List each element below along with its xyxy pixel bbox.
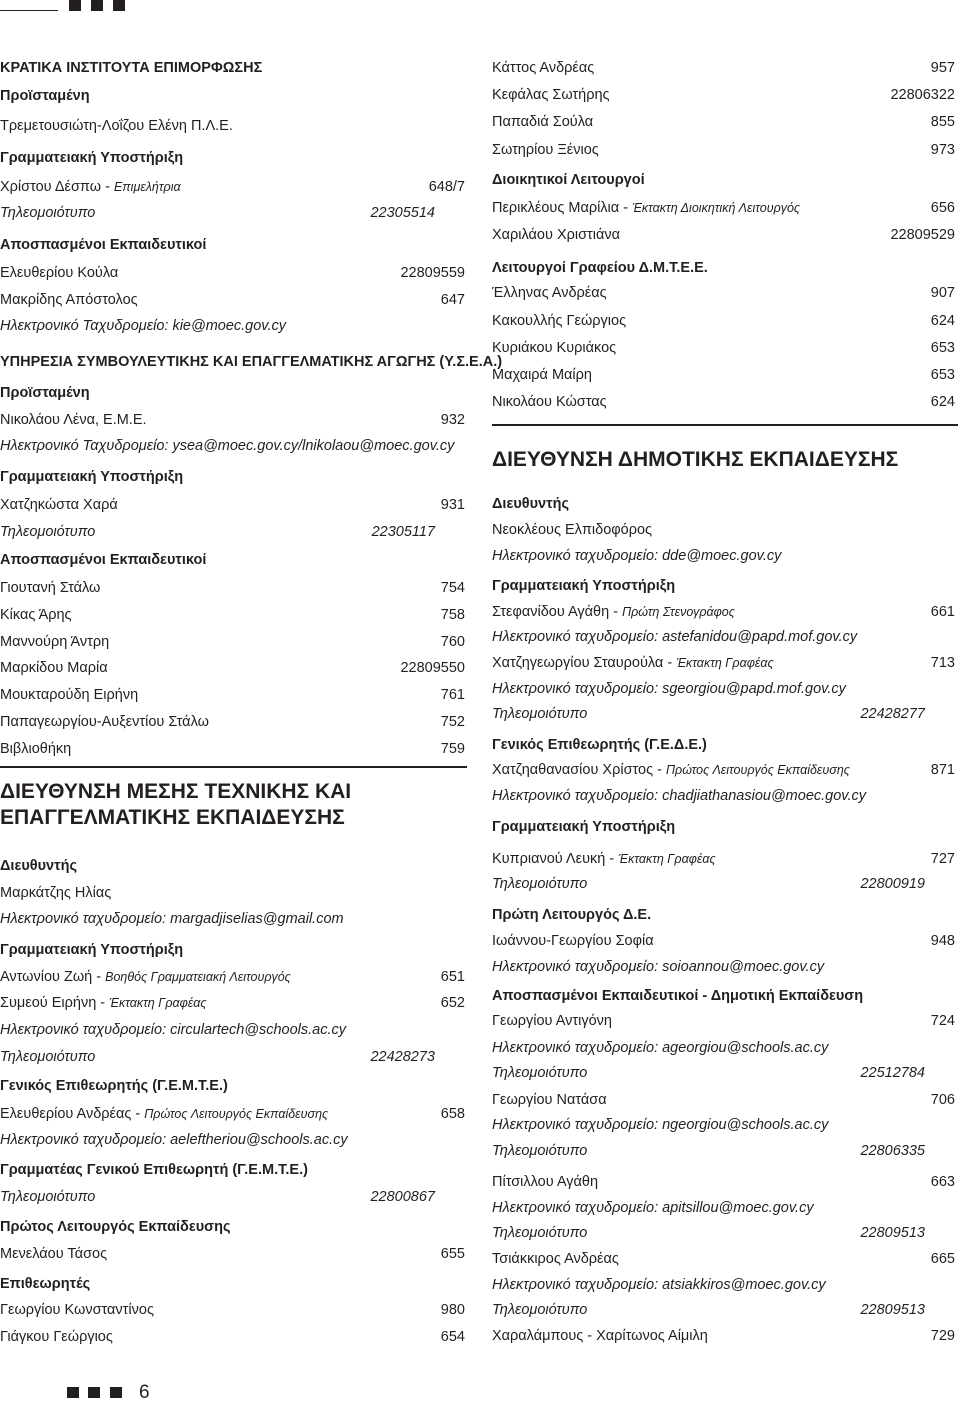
staff-entry	[492, 1173, 955, 1191]
subheading: ΚΡΑΤΙΚΑ ΙΝΣΤΙΤΟΥΤΑ ΕΠΙΜΟΡΦΩΣΗΣ	[0, 60, 263, 76]
entry-name: Μακρίδης Απόστολος	[0, 292, 138, 308]
entry-name: Ηλεκτρονικό ταχυδρομείο: astefanidou@papd.mof.gov.cy	[492, 629, 858, 645]
subheading: Αποσπασμένοι Εκπαιδευτικοί	[0, 237, 207, 253]
phone-extension: 761	[440, 687, 465, 703]
subheading: Γραμματειακή Υποστήριξη	[0, 942, 184, 958]
phone-extension: 22305514	[370, 205, 435, 221]
phone-extension: 932	[440, 412, 465, 428]
entry-name: Ηλεκτρονικό ταχυδρομείο: aeleftheriou@schools.ac.cy	[0, 1132, 348, 1148]
subheading: Προϊσταμένη	[0, 88, 90, 104]
phone-extension: 22305117	[371, 524, 435, 540]
entry-role: Πρώτος Λειτουργός Εκπαίδευσης	[665, 763, 850, 777]
phone-extension: 713	[930, 655, 955, 671]
phone-extension: 727	[930, 851, 955, 867]
entry-name: Γεωργίου Κωνσταντίνος	[0, 1302, 154, 1318]
phone-extension: 980	[440, 1302, 465, 1318]
phone-extension: 663	[930, 1174, 955, 1190]
phone-extension: 661	[930, 604, 955, 620]
entry-name: Έλληνας Ανδρέας	[492, 285, 607, 301]
entry-role: Έκτακτη Γραφέας	[618, 852, 716, 866]
subheading: Επιθεωρητές	[0, 1276, 91, 1292]
entry-name: Μαχαιρά Μαίρη	[492, 367, 592, 383]
entry-name: Στεφανίδου Αγάθη -	[492, 604, 623, 620]
phone-extension: 654	[440, 1329, 465, 1345]
staff-entry	[0, 264, 465, 282]
staff-entry	[0, 606, 465, 624]
staff-entry	[0, 291, 465, 309]
staff-entry	[0, 1245, 465, 1263]
entry-role: Έκτακτη Γραφέας	[109, 996, 207, 1010]
contact-detail	[492, 958, 955, 976]
staff-entry	[0, 633, 465, 651]
section-heading: ΔΙΕΥΘΥΝΣΗ ΜΕΣΗΣ ΤΕΧΝΙΚΗΣ ΚΑΙ ΕΠΑΓΓΕΛΜΑΤΙΚΗΣ ΕΚΠΑΙΔΕΥΣΗΣ	[0, 780, 352, 829]
entry-name: Παπαδιά Σούλα	[492, 114, 594, 130]
phone-extension: 22800919	[860, 876, 925, 892]
entry-name: Μαννούρη Άντρη	[0, 634, 110, 650]
phone-extension: 22809513	[860, 1302, 925, 1318]
contact-detail	[492, 1276, 955, 1294]
contact-detail	[0, 523, 465, 541]
staff-entry	[0, 411, 465, 429]
entry-name: Κίκας Άρης	[0, 607, 72, 623]
staff-entry	[492, 1012, 955, 1030]
entry-role: Πρώτη Στενογράφος	[622, 605, 735, 619]
phone-extension: 652	[440, 995, 465, 1011]
entry-name: Γεωργίου Αντιγόνη	[492, 1013, 612, 1029]
phone-extension: 656	[930, 200, 955, 216]
phone-extension: 706	[930, 1092, 955, 1108]
entry-name: Ιωάννου-Γεωργίου Σοφία	[492, 933, 654, 949]
subheading: ΥΠΗΡΕΣΙΑ ΣΥΜΒΟΥΛΕΥΤΙΚΗΣ ΚΑΙ ΕΠΑΓΓΕΛΜΑΤΙΚΗΣ ΑΓΩΓΗΣ (Υ.Σ.Ε.Α.)	[0, 354, 503, 370]
staff-entry	[0, 1301, 465, 1319]
phone-extension: 948	[930, 933, 955, 949]
entry-role: Έκτακτη Γραφέας	[676, 656, 774, 670]
contact-detail	[492, 705, 955, 723]
entry-name: Νικολάου Λένα, Ε.Μ.Ε.	[0, 412, 147, 428]
entry-name: Ηλεκτρονικό Ταχυδρομείο: ysea@moec.gov.cy/lnikolaou@moec.gov.cy	[0, 438, 455, 454]
entry-name: Κακουλλής Γεώργιος	[492, 313, 627, 329]
entry-name: Γιουτανή Στάλω	[0, 580, 101, 596]
entry-name: Μουκταρούδη Ειρήνη	[0, 687, 139, 703]
contact-detail	[492, 875, 955, 893]
entry-name: Χατζηγεωργίου Σταυρούλα -	[492, 655, 677, 671]
entry-name: Νικολάου Κώστας	[492, 394, 607, 410]
phone-extension: 648/7	[428, 179, 465, 195]
entry-name: Τηλεομοιότυπο	[492, 706, 588, 722]
phone-extension: 624	[930, 394, 955, 410]
entry-name: Κεφάλας Σωτήρης	[492, 87, 610, 103]
staff-entry	[492, 339, 955, 357]
entry-name: Χαραλάμπους - Χαρίτωνος Αίμιλη	[492, 1328, 708, 1344]
staff-entry	[0, 994, 465, 1012]
contact-detail	[492, 1116, 955, 1134]
entry-name: Ηλεκτρονικό ταχυδρομείο: margadjiselias@gmail.com	[0, 911, 344, 927]
subheading: Γενικός Επιθεωρητής (Γ.Ε.Δ.Ε.)	[492, 737, 707, 753]
entry-name: Τσιάκκιρος Ανδρέας	[492, 1251, 619, 1267]
entry-name: Τηλεομοιότυπο	[492, 1225, 588, 1241]
staff-entry	[0, 968, 465, 986]
subheading: Πρώτη Λειτουργός Δ.Ε.	[492, 907, 652, 923]
entry-name: Ηλεκτρονικό ταχυδρομείο: apitsillou@moec.gov.cy	[492, 1200, 814, 1216]
phone-extension: 22806322	[890, 87, 955, 103]
section-divider	[492, 424, 958, 426]
staff-entry	[492, 284, 955, 302]
staff-entry	[492, 932, 955, 950]
staff-entry	[492, 199, 955, 217]
contact-detail	[492, 1199, 955, 1217]
entry-name: Ηλεκτρονικό ταχυδρομείο: atsiakkiros@moec.gov.cy	[492, 1277, 826, 1293]
phone-extension: 752	[440, 714, 465, 730]
phone-extension: 22809559	[400, 265, 465, 281]
staff-entry	[0, 659, 465, 677]
entry-name: Ηλεκτρονικό ταχυδρομείο: soioannou@moec.gov.cy	[492, 959, 825, 975]
phone-extension: 754	[440, 580, 465, 596]
contact-detail	[0, 1048, 465, 1066]
entry-name: Ελευθερίου Κούλα	[0, 265, 119, 281]
contact-detail	[492, 1064, 955, 1082]
staff-entry	[0, 178, 465, 196]
phone-extension: 759	[440, 741, 465, 757]
subheading: Γραμματέας Γενικού Επιθεωρητή (Γ.Ε.Μ.Τ.Ε.)	[0, 1162, 308, 1178]
entry-role: Βοηθός Γραμματειακή Λειτουργός	[105, 970, 291, 984]
entry-name: Αντωνίου Ζωή -	[0, 969, 106, 985]
entry-name: Χαριλάου Χριστιάνα	[492, 227, 621, 243]
entry-name: Ηλεκτρονικό ταχυδρομείο: sgeorgiou@papd.mof.gov.cy	[492, 681, 846, 697]
staff-entry	[492, 1091, 955, 1109]
right-column	[492, 0, 955, 1360]
staff-entry	[492, 393, 955, 411]
phone-extension: 871	[930, 762, 955, 778]
subheading: Αποσπασμένοι Εκπαιδευτικοί - Δημοτική Εκπαίδευση	[492, 988, 864, 1004]
entry-name: Παπαγεωργίου-Αυξεντίου Στάλω	[0, 714, 209, 730]
contact-detail	[492, 680, 955, 698]
phone-extension: 22806335	[860, 1143, 925, 1159]
staff-entry	[0, 713, 465, 731]
contact-detail	[0, 204, 465, 222]
contact-detail	[0, 910, 465, 928]
staff-entry	[492, 761, 955, 779]
entry-name: Χατζηκώστα Χαρά	[0, 497, 118, 513]
phone-extension: 647	[440, 292, 465, 308]
staff-entry	[0, 1105, 465, 1123]
entry-name: Χρίστου Δέσπω -	[0, 179, 114, 195]
staff-entry	[0, 740, 465, 758]
staff-entry	[0, 496, 465, 514]
subheading: Διευθυντής	[492, 496, 569, 512]
staff-entry	[492, 521, 955, 539]
subheading: Λειτουργοί Γραφείου Δ.Μ.Τ.Ε.Ε.	[492, 260, 708, 276]
contact-detail	[492, 1224, 955, 1242]
contact-detail	[492, 628, 955, 646]
section-divider	[0, 766, 467, 768]
staff-entry	[492, 850, 955, 868]
entry-name: Κάττος Ανδρέας	[492, 60, 595, 76]
entry-name: Γιάγκου Γεώργιος	[0, 1329, 113, 1345]
entry-name: Κυπριανού Λευκή -	[492, 851, 619, 867]
entry-name: Ηλεκτρονικό ταχυδρομείο: ngeorgiou@schools.ac.cy	[492, 1117, 829, 1133]
entry-name: Τηλεομοιότυπο	[0, 205, 96, 221]
entry-name: Ηλεκτρονικό ταχυδρομείο: dde@moec.gov.cy	[492, 548, 782, 564]
entry-name: Τηλεομοιότυπο	[0, 1189, 96, 1205]
contact-detail	[492, 1142, 955, 1160]
phone-extension: 22512784	[860, 1065, 925, 1081]
entry-name: Ηλεκτρονικό Ταχυδρομείο: kie@moec.gov.cy	[0, 318, 287, 334]
staff-entry	[492, 226, 955, 244]
entry-role: Πρώτος Λειτουργός Εκπαίδευσης	[144, 1107, 329, 1121]
entry-name: Γεωργίου Νατάσα	[492, 1092, 607, 1108]
subheading: Διευθυντής	[0, 858, 77, 874]
square-icon	[88, 1387, 100, 1398]
entry-name: Βιβλιοθήκη	[0, 741, 72, 757]
phone-extension: 724	[930, 1013, 955, 1029]
subheading: Γραμματειακή Υποστήριξη	[492, 578, 676, 594]
page-number: 6	[139, 1382, 150, 1403]
subheading: Γενικός Επιθεωρητής (Γ.Ε.Μ.Τ.Ε.)	[0, 1078, 228, 1094]
phone-extension: 760	[440, 634, 465, 650]
entry-name: Σωτηρίου Ξένιος	[492, 142, 599, 158]
phone-extension: 22428277	[860, 706, 925, 722]
contact-detail	[492, 1039, 955, 1057]
contact-detail	[0, 1188, 465, 1206]
phone-extension: 22800867	[370, 1189, 435, 1205]
entry-name: Περικλέους Μαρίλια -	[492, 200, 633, 216]
entry-name: Μαρκάτζης Ηλίας	[0, 885, 112, 901]
subheading: Γραμματειακή Υποστήριξη	[0, 150, 184, 166]
phone-extension: 931	[440, 497, 465, 513]
entry-name: Χατζηαθανασίου Χρίστος -	[492, 762, 666, 778]
entry-name: Πίτσιλλου Αγάθη	[492, 1174, 599, 1190]
section-heading: ΔΙΕΥΘΥΝΣΗ ΔΗΜΟΤΙΚΗΣ ΕΚΠΑΙΔΕΥΣΗΣ	[492, 448, 899, 471]
entry-name: Τηλεομοιότυπο	[492, 1143, 588, 1159]
staff-entry	[0, 686, 465, 704]
phone-extension: 973	[930, 142, 955, 158]
staff-entry	[492, 1250, 955, 1268]
contact-detail	[0, 1021, 465, 1039]
entry-name: Ηλεκτρονικό ταχυδρομείο: ageorgiou@schools.ac.cy	[492, 1040, 829, 1056]
entry-name: Ηλεκτρονικό ταχυδρομείο: circulartech@schools.ac.cy	[0, 1022, 347, 1038]
phone-extension: 22428273	[370, 1049, 435, 1065]
contact-detail	[492, 1301, 955, 1319]
staff-entry	[492, 312, 955, 330]
phone-extension: 758	[440, 607, 465, 623]
staff-entry	[0, 1328, 465, 1346]
entry-role: Έκτακτη Διοικητική Λειτουργός	[632, 201, 801, 215]
staff-entry	[0, 117, 465, 135]
entry-role: Επιμελήτρια	[113, 180, 181, 194]
phone-extension: 22809513	[860, 1225, 925, 1241]
contact-detail	[0, 1131, 465, 1149]
phone-extension: 655	[440, 1246, 465, 1262]
staff-entry	[492, 59, 955, 77]
subheading: Προϊσταμένη	[0, 385, 90, 401]
entry-name: Ηλεκτρονικό ταχυδρομείο: chadjiathanasiou@moec.gov.cy	[492, 788, 866, 804]
entry-name: Τηλεομοιότυπο	[492, 876, 588, 892]
entry-name: Τηλεομοιότυπο	[0, 524, 96, 540]
phone-extension: 658	[440, 1106, 465, 1122]
staff-entry	[492, 141, 955, 159]
entry-name: Τρεμετουσιώτη-Λοΐζου Ελένη Π.Λ.Ε.	[0, 118, 233, 134]
staff-entry	[492, 1327, 955, 1345]
staff-entry	[0, 579, 465, 597]
contact-detail	[492, 787, 955, 805]
staff-entry	[492, 603, 955, 621]
phone-extension: 653	[930, 367, 955, 383]
phone-extension: 651	[440, 969, 465, 985]
phone-extension: 22809550	[400, 660, 465, 676]
phone-extension: 855	[930, 114, 955, 130]
staff-entry	[492, 366, 955, 384]
subheading: Γραμματειακή Υποστήριξη	[492, 819, 676, 835]
contact-detail	[492, 547, 955, 565]
entry-name: Τηλεομοιότυπο	[492, 1065, 588, 1081]
entry-name: Κυριάκου Κυριάκος	[492, 340, 617, 356]
subheading: Διοικητικοί Λειτουργοί	[492, 172, 645, 188]
entry-name: Νεοκλέους Ελπιδοφόρος	[492, 522, 653, 538]
staff-entry	[0, 884, 465, 902]
entry-name: Μαρκίδου Μαρία	[0, 660, 108, 676]
subheading: Γραμματειακή Υποστήριξη	[0, 469, 184, 485]
entry-name: Τηλεομοιότυπο	[492, 1302, 588, 1318]
phone-extension: 957	[930, 60, 955, 76]
contact-detail	[0, 317, 465, 335]
phone-extension: 22809529	[890, 227, 955, 243]
staff-entry	[492, 86, 955, 104]
subheading: Αποσπασμένοι Εκπαιδευτικοί	[0, 552, 207, 568]
phone-extension: 624	[930, 313, 955, 329]
subheading: Πρώτος Λειτουργός Εκπαίδευσης	[0, 1219, 231, 1235]
entry-name: Τηλεομοιότυπο	[0, 1049, 96, 1065]
entry-name: Ελευθερίου Ανδρέας -	[0, 1106, 145, 1122]
phone-extension: 907	[930, 285, 955, 301]
contact-detail	[0, 437, 465, 455]
phone-extension: 665	[930, 1251, 955, 1267]
entry-name: Μενελάου Τάσος	[0, 1246, 108, 1262]
square-icon	[67, 1387, 79, 1398]
square-icon	[110, 1387, 122, 1398]
entry-name: Συμεού Ειρήνη -	[0, 995, 110, 1011]
phone-extension: 653	[930, 340, 955, 356]
staff-entry	[492, 113, 955, 131]
staff-entry	[492, 654, 955, 672]
phone-extension: 729	[930, 1328, 955, 1344]
